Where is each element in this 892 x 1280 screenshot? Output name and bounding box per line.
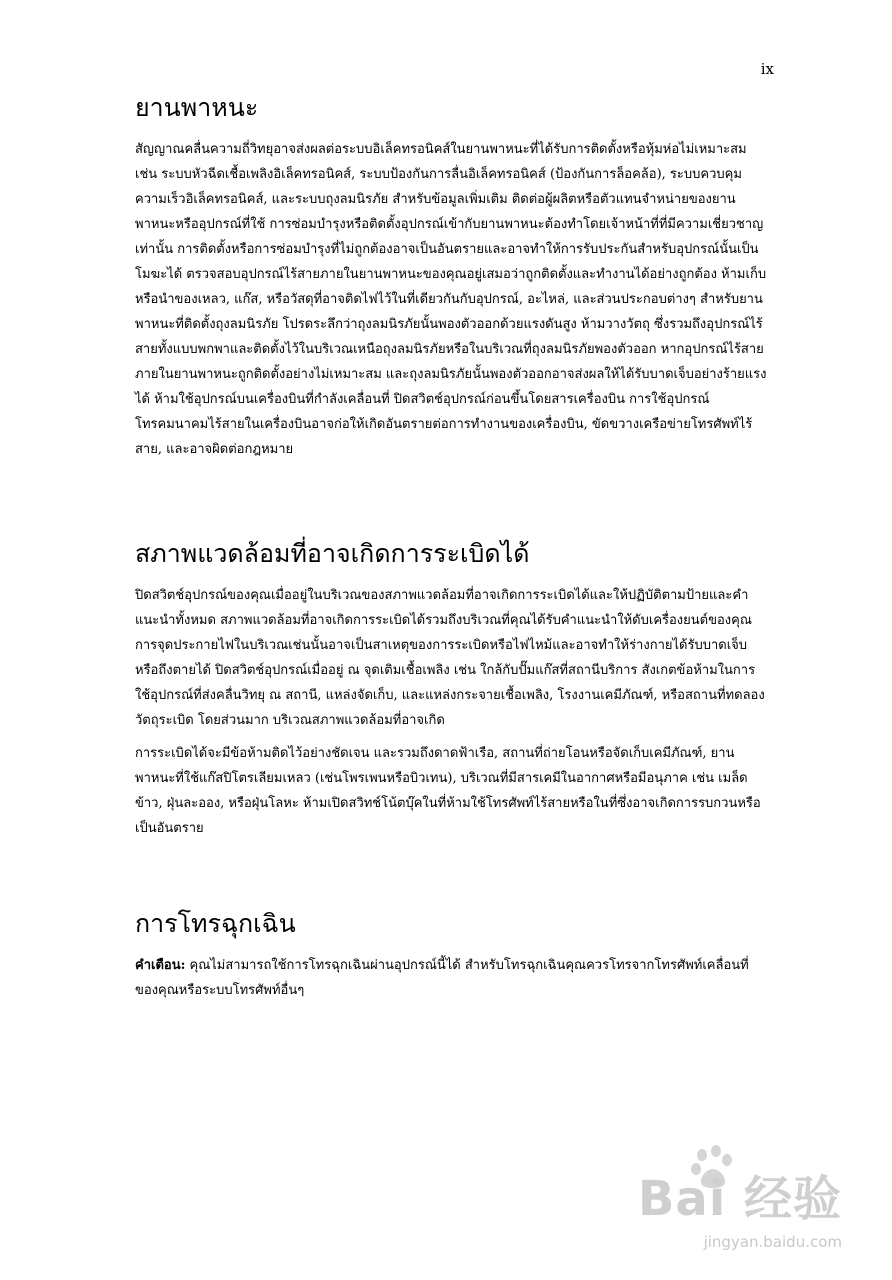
watermark-url: jingyan.baidu.com [703, 1233, 842, 1251]
section-explosive-environment [135, 538, 770, 841]
section-body-explosive-2: การระเบิดได้จะมีข้อห้ามติดไว้อย่างชัดเจน และรวมถึงดาดฟ้าเรือ, สถานที่ถ่ายโอนหรือจัดเก็บเคมีภัณฑ์, ยานพาหนะที่ใช้แก๊สปิโตรเลียมเหลว (เช่นโพรเพนหรือบิวเทน), บริเวณที่มีสารเคมีในอากาศหรือมีอนุภาค เช่น เมล็ดข้าว, ฝุ่นละออง, หรือฝุ่นโลหะ ห้ามเปิดสวิทช์โน้ตบุ๊คในที่ห้ามใช้โทรศัพท์ไร้สายหรือในที่ซึ่งอาจเกิดการรบกวนหรือเป็นอันตราย [135, 746, 761, 837]
baidu-watermark [632, 1145, 842, 1265]
emergency-warning [135, 953, 770, 1003]
section-vehicle [135, 92, 770, 462]
warning-text: คุณไม่สามารถใช้การโทรฉุกเฉินผ่านอุปกรณ์นี้ได้ สำหรับโทรฉุกเฉินคุณควรโทรจากโทรศัพท์เคลื่อนที่ของคุณหรือระบบโทรศัพท์อื่นๆ [135, 958, 749, 999]
section-body-vehicle: สัญญาณคลื่นความถี่วิทยุอาจส่งผลต่อระบบอิเล็คทรอนิคส์ในยานพาหนะที่ได้รับการติดตั้งหรือหุ้มห่อไม่เหมาะสม เช่น ระบบหัวฉีดเชื้อเพลิงอิเล็คทรอนิคส์, ระบบป้องกันการลื่นอิเล็คทรอนิคส์ (ป้องกันการล็อคล้อ), ระบบควบคุมความเร็วอิเล็คทรอนิคส์, และระบบถุงลมนิรภัย สำหรับข้อมูลเพิ่มเติม ติดต่อผู้ผลิตหรือตัวแทนจำหน่ายของยานพาหนะหรืออุปกรณ์ที่ใช้ การซ่อมบำรุงหรือติดตั้งอุปกรณ์เข้ากับยานพาหนะต้องทำโดยเจ้าหน้าที่ที่มีความเชี่ยวชาญเท่านั้น การติดตั้งหรือการซ่อมบำรุงที่ไม่ถูกต้องอาจเป็นอันตรายและอาจทำให้การรับประกันสำหรับอุปกรณ์นั้นเป็นโมฆะได้ ตรวจสอบอุปกรณ์ไร้สายภายในยานพาหนะของคุณอยู่เสมอว่าถูกติดตั้งและทำงานได้อย่างถูกต้อง ห้ามเก็บหรือนำของเหลว, แก๊ส, หรือวัสดุที่อาจติดไฟไว้ในที่เดียวกันกับอุปกรณ์, อะไหล่, และส่วนประกอบต่างๆ สำหรับยานพาหนะที่ติดตั้งถุงลมนิรภัย โปรดระลึกว่าถุงลมนิรภัยนั้นพองตัวออกด้วยแรงดันสูง ห้ามวางวัตถุ ซึ่งรวมถึงอุปกรณ์ไร้สายทั้งแบบพกพาและติดตั้งไว้ในบริเวณเหนือถุงลมนิรภัยหรือในบริเวณที่ถุงลมนิรภัยพองตัวออก หากอุปกรณ์ไร้สายภายในยานพาหนะถูกติดตั้งอย่างไม่เหมาะสม และถุงลมนิรภัยนั้นพองตัวออกอาจส่งผลให้ได้รับบาดเจ็บอย่างร้ายแรงได้ ห้ามใช้อุปกรณ์บนเครื่องบินที่กำลังเคลื่อนที่ ปิดสวิตช์อุปกรณ์ก่อนขึ้นโดยสารเครื่องบิน การใช้อุปกรณ์โทรคมนาคมไร้สายในเครื่องบินอาจก่อให้เกิดอันตรายต่อการทำงานของเครื่องบิน, ขัดขวางเครือข่ายโทรศัพท์ไร้สาย, และอาจผิดต่อกฎหมาย [135, 142, 767, 458]
page-number: ix [760, 60, 774, 78]
warning-label: คำเตือน: [135, 958, 186, 974]
section-title-emergency: การโทรฉุกเฉิน [135, 909, 296, 938]
section-emergency-call [135, 908, 770, 1003]
watermark-logo: Bai 经验 [637, 1171, 842, 1227]
section-title-vehicle: ยานพาหนะ [135, 93, 259, 122]
section-title-explosive: สภาพแวดล้อมที่อาจเกิดการระเบิดได้ [135, 539, 530, 568]
section-body-explosive-1: ปิดสวิตช์อุปกรณ์ของคุณเมื่ออยู่ในบริเวณของสภาพแวดล้อมที่อาจเกิดการระเบิดได้และให้ปฏิบัติตามป้ายและคำแนะนำทั้งหมด สภาพแวดล้อมที่อาจเกิดการระเบิดได้รวมถึงบริเวณที่คุณได้รับคำแนะนำให้ดับเครื่องยนต์ของคุณ การจุดประกายไฟในบริเวณเช่นนั้นอาจเป็นสาเหตุของการระเบิดหรือไฟไหม้และอาจทำให้ร่างกายได้รับบาดเจ็บหรือถึงตายได้ ปิดสวิตช์อุปกรณ์เมื่ออยู่ ณ จุดเติมเชื้อเพลิง เช่น ใกล้กับปั๊มแก๊สที่สถานีบริการ สังเกตข้อห้ามในการใช้อุปกรณ์ที่ส่งคลื่นวิทยุ ณ สถานี, แหล่งจัดเก็บ, และแหล่งกระจายเชื้อเพลิง, โรงงานเคมีภัณฑ์, หรือสถานที่ทดลองวัตถุระเบิด โดยส่วนมาก บริเวณสภาพแวดล้อมที่อาจเกิด [135, 588, 765, 729]
